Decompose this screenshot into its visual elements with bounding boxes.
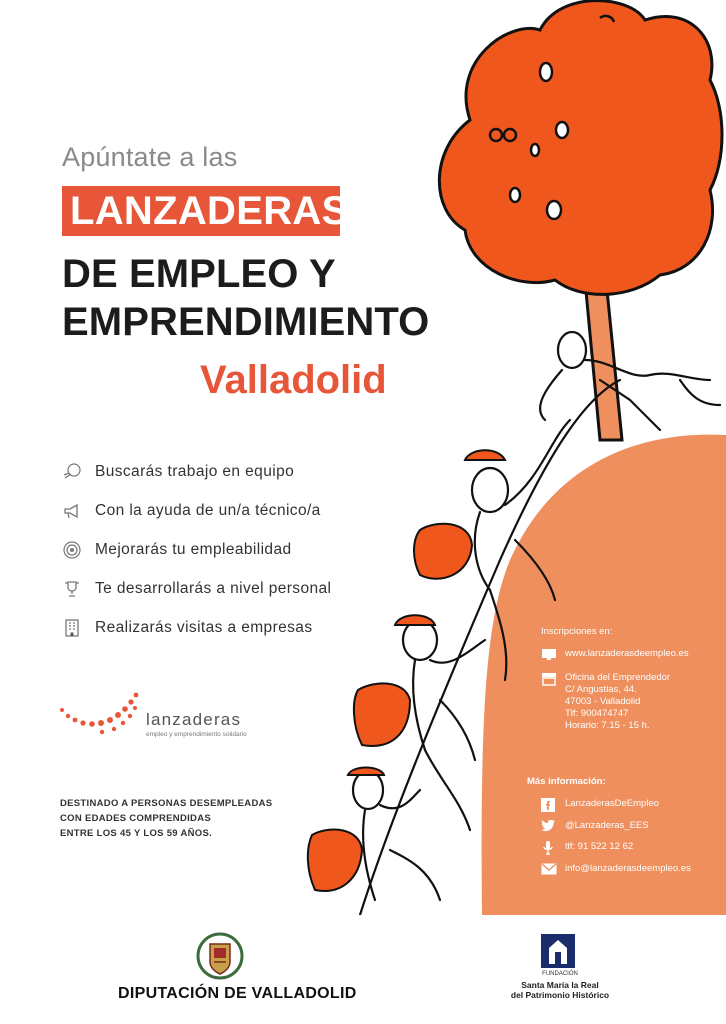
fundacion-name <box>495 980 625 1000</box>
fundacion-name-line: del Patrimonio Histórico <box>510 990 610 1000</box>
heading-line-2: DE EMPLEO Y <box>62 252 336 296</box>
trophy-icon <box>62 579 82 599</box>
tree-crown <box>439 1 722 295</box>
building-icon <box>62 618 82 638</box>
office-line: 47003 - Valladolid <box>565 696 641 707</box>
benefit-label: Mejorarás tu empleabilidad <box>95 540 292 558</box>
inscriptions-title: Inscripciones en: <box>541 626 613 637</box>
heading-banner <box>62 186 349 236</box>
monitor-icon <box>541 648 557 661</box>
office-line: C/ Angustias, 44. <box>565 684 637 695</box>
inscriptions-web[interactable] <box>541 648 689 661</box>
benefit-item <box>62 569 462 608</box>
benefit-item <box>62 530 462 569</box>
benefit-label: Realizarás visitas a empresas <box>95 618 313 636</box>
benefits-list <box>62 452 462 647</box>
email-link[interactable]: info@lanzaderasdeempleo.es <box>565 863 691 874</box>
fundacion-logo-icon <box>541 934 575 968</box>
logo-dots-icon <box>58 690 144 738</box>
facebook-row[interactable] <box>541 798 659 812</box>
target-audience <box>60 796 272 841</box>
diputacion-name: DIPUTACIÓN DE VALLADOLID <box>118 985 357 1002</box>
twitter-link[interactable]: @Lanzaderas_EES <box>565 820 649 831</box>
fundacion-label: FUNDACIÓN <box>542 971 578 977</box>
benefit-label: Buscarás trabajo en equipo <box>95 462 295 480</box>
heading-kicker: Apúntate a las <box>62 142 238 172</box>
benefit-label: Con la ayuda de un/a técnico/a <box>95 501 321 519</box>
heading-banner-text: LANZADERAS <box>70 189 349 233</box>
web-link[interactable]: www.lanzaderasdeempleo.es <box>565 648 689 659</box>
shop-icon <box>541 672 557 686</box>
benefit-label: Te desarrollarás a nivel personal <box>95 579 332 597</box>
target-icon <box>62 540 82 560</box>
facebook-icon <box>541 798 555 812</box>
twitter-row[interactable] <box>541 820 649 832</box>
benefit-item <box>62 491 462 530</box>
megaphone-icon <box>62 501 82 521</box>
diputacion-crest-icon <box>196 932 244 980</box>
lanzaderas-logo <box>58 690 258 745</box>
mail-icon <box>541 863 557 875</box>
microphone-icon <box>541 841 555 855</box>
heading-city: Valladolid <box>200 358 387 402</box>
logo-wordmark: lanzaderas <box>146 710 242 729</box>
office-line: Tlf: 900474747 <box>565 708 629 719</box>
fundacion-name-line: Santa María la Real <box>521 980 599 990</box>
phone-row[interactable] <box>541 841 633 855</box>
twitter-icon <box>541 820 555 832</box>
target-line: DESTINADO A PERSONAS DESEMPLEADAS <box>60 798 273 809</box>
email-row[interactable] <box>541 863 691 875</box>
logo-tagline: empleo y emprendimiento solidario <box>146 731 247 738</box>
benefit-item <box>62 452 462 491</box>
phone-link[interactable]: tlf: 91 522 12 62 <box>565 841 634 852</box>
heading-line-3: EMPRENDIMIENTO <box>62 300 430 344</box>
more-info-title: Más información: <box>527 776 606 787</box>
inscriptions-office <box>541 672 670 732</box>
office-line: Oficina del Emprendedor <box>565 672 671 683</box>
facebook-link[interactable]: LanzaderasDeEmpleo <box>565 798 660 809</box>
target-line: CON EDADES COMPRENDIDAS <box>60 813 211 824</box>
office-line: Horario: 7.15 - 15 h. <box>565 720 650 731</box>
benefit-item <box>62 608 462 647</box>
target-line: ENTRE LOS 45 Y LOS 59 AÑOS. <box>60 828 213 839</box>
team-ball-icon <box>62 462 82 482</box>
